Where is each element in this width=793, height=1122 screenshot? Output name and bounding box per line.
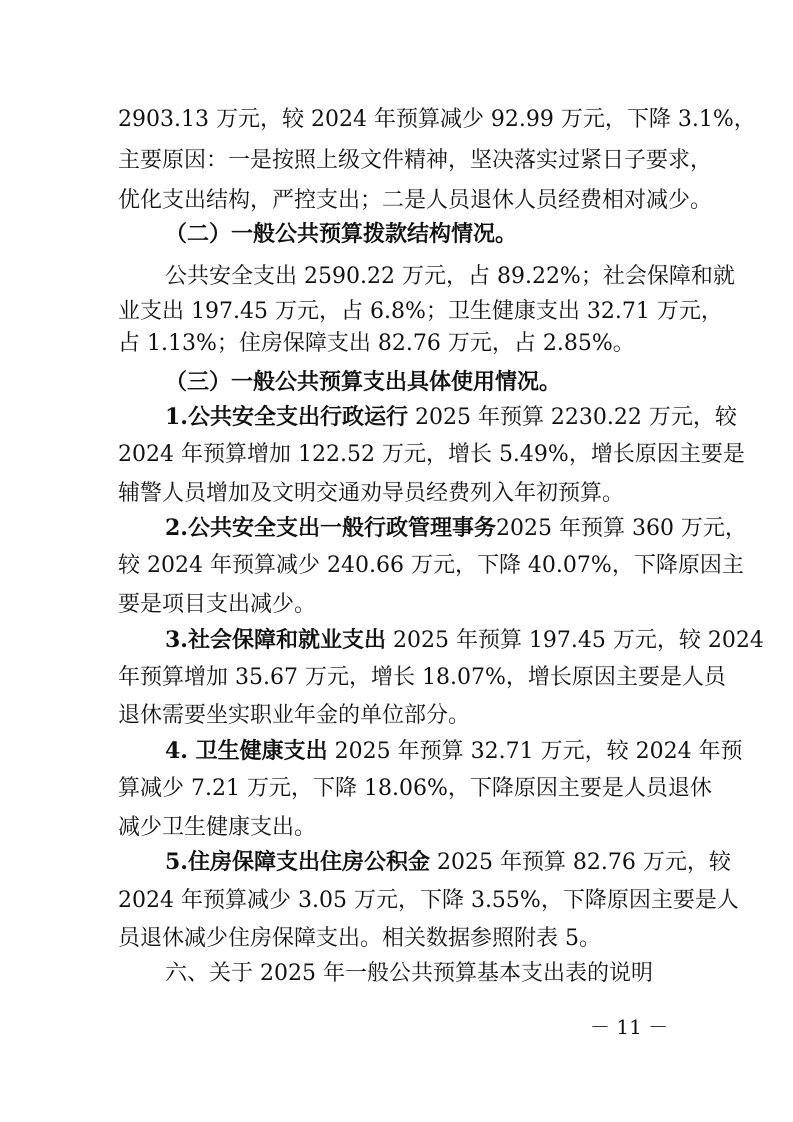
text-line: [0, 923, 793, 955]
section-heading: [0, 218, 793, 250]
text-line: [0, 328, 793, 360]
text-segment: 2025 年预算 2230.22 万元，较: [407, 405, 737, 430]
text-segment: 辅警人员增加及文明交通劝导员经费列入年初预算。: [118, 481, 625, 506]
text-line: [0, 624, 793, 656]
text-line: [0, 478, 793, 510]
text-segment: 2024 年预算增加 122.52 万元，增长 5.49%，增长原因主要是: [118, 442, 745, 467]
text-line: [0, 812, 793, 844]
page-number: － 11 －: [590, 1015, 669, 1039]
text-segment: 退休需要坐实职业年金的单位部分。: [118, 703, 471, 728]
item-title: 4. 卫生健康支出: [165, 738, 328, 764]
text-segment: 占 1.13%；住房保障支出 82.76 万元，占 2.85%。: [118, 331, 635, 356]
text-segment: 较 2024 年预算减少 240.66 万元，下降 40.07%，下降原因主: [118, 553, 744, 578]
text-line: [0, 261, 793, 293]
text-segment: 2025 年预算 32.71 万元，较 2024 年预: [327, 739, 743, 764]
text-segment: 2025 年预算 197.45 万元，较 2024: [385, 628, 764, 653]
text-segment: 业支出 197.45 万元，占 6.8%；卫生健康支出 32.71 万元，: [118, 299, 723, 324]
text-line: [0, 439, 793, 471]
text-segment: 年预算增加 35.67 万元，增长 18.07%，增长原因主要是人员: [118, 665, 726, 690]
item-title: 3.社会保障和就业支出: [165, 627, 386, 653]
text-line: [0, 512, 793, 544]
heading-text: 六、关于 2025 年一般公共预算基本支出表的说明: [165, 961, 653, 986]
text-segment: 减少卫生健康支出。: [118, 815, 317, 840]
text-segment: 2025 年预算 360 万元，: [495, 516, 747, 541]
text-line: [0, 550, 793, 582]
text-line: [0, 589, 793, 621]
text-line: [0, 662, 793, 694]
text-line: [0, 885, 793, 917]
text-line: [0, 700, 793, 732]
text-segment: 主要原因：一是按照上级文件精神，坚决落实过紧日子要求，: [118, 148, 713, 173]
text-segment: 2025 年预算 82.76 万元，较: [429, 850, 731, 875]
text-segment: 要是项目支出减少。: [118, 592, 317, 617]
text-segment: 算减少 7.21 万元，下降 18.06%，下降原因主要是人员退休: [118, 776, 712, 801]
text-line: [0, 735, 793, 767]
item-title: 1.公共安全支出行政运行: [165, 404, 408, 430]
text-line: [0, 773, 793, 805]
heading-text: （二）一般公共预算拨款结构情况。: [165, 221, 518, 247]
section-heading: [0, 366, 793, 398]
heading-text: （三）一般公共预算支出具体使用情况。: [165, 369, 562, 395]
item-title: 2.公共安全支出一般行政管理事务: [165, 515, 496, 541]
text-line: [0, 145, 793, 177]
text-line: [0, 846, 793, 878]
text-line: [0, 296, 793, 328]
text-segment: 公共安全支出 2590.22 万元，占 89.22%；社会保障和就: [165, 264, 735, 289]
text-segment: 优化支出结构，严控支出；二是人员退休人员经费相对减少。: [118, 188, 713, 213]
text-line: [0, 104, 793, 136]
text-segment: 2024 年预算减少 3.05 万元，下降 3.55%，下降原因主要是人: [118, 888, 739, 913]
text-line: [0, 185, 793, 217]
text-line: [0, 401, 793, 433]
text-segment: 员退休减少住房保障支出。相关数据参照附表 5。: [118, 926, 601, 951]
text-segment: 2903.13 万元，较 2024 年预算减少 92.99 万元，下降 3.1%，: [118, 107, 756, 132]
item-title: 5.住房保障支出住房公积金: [165, 849, 430, 875]
section-heading: [0, 958, 793, 990]
